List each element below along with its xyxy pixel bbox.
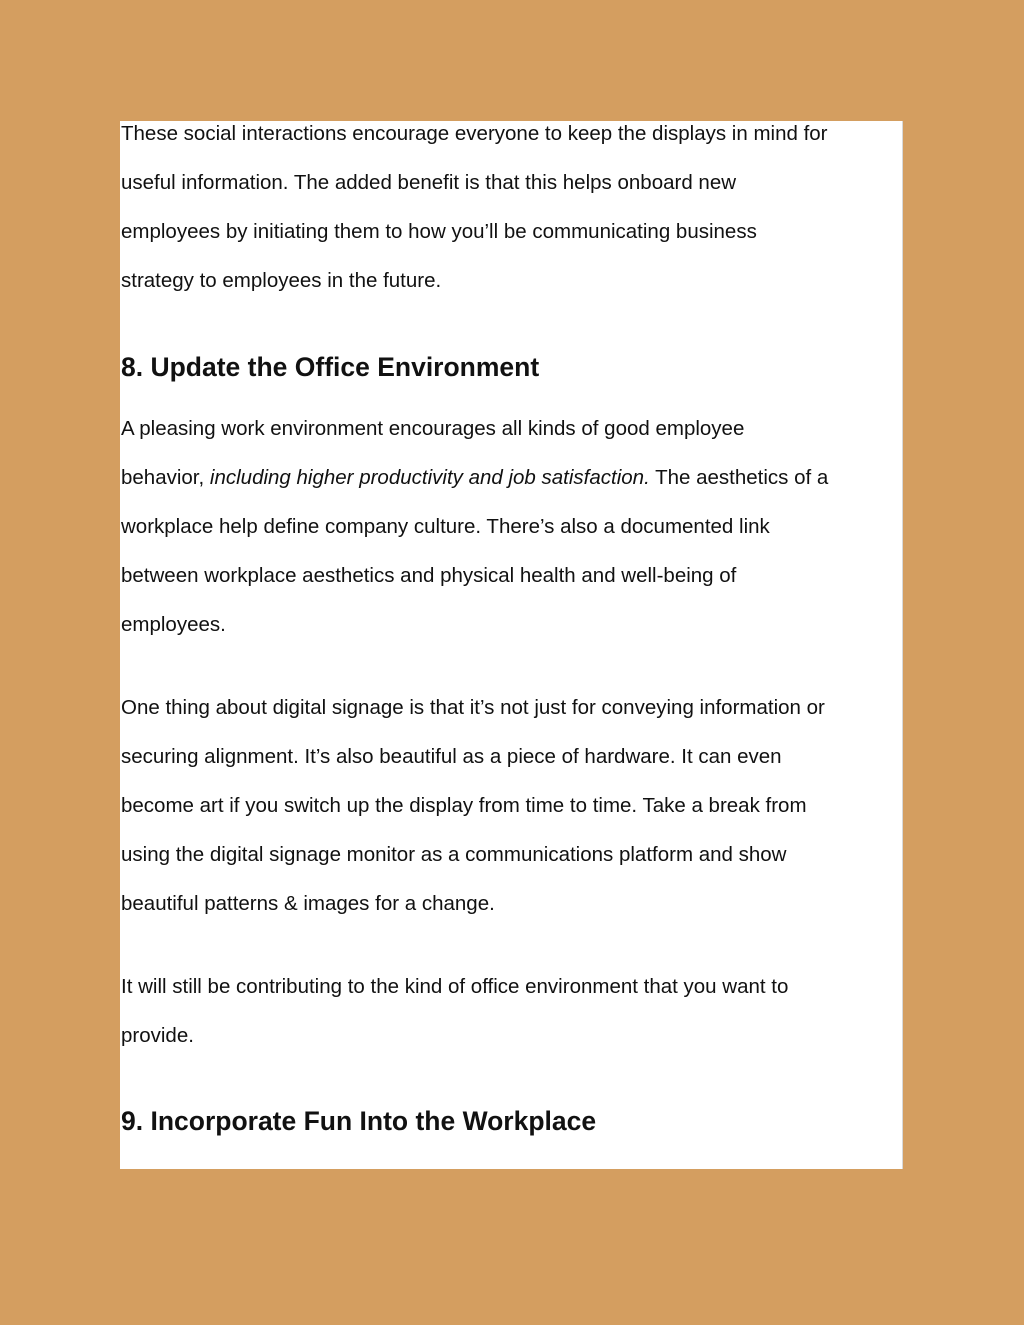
text-line: become art if you switch up the display from time to time. Take a break from: [121, 794, 807, 817]
text-line: These social interactions encourage everyone to keep the displays in mind for: [121, 122, 828, 145]
paragraph-social-interactions: [121, 109, 828, 305]
section-heading-9: 9. Incorporate Fun Into the Workplace: [121, 1106, 597, 1136]
text-line: A pleasing work environment encourages all kinds of good employee: [121, 417, 745, 440]
section-heading-8: 8. Update the Office Environment: [121, 352, 540, 382]
text-run: The aesthetics of a: [649, 466, 829, 489]
text-line: employees by initiating them to how you’ll be communicating business: [121, 220, 757, 243]
paragraph-office-environment: [121, 962, 788, 1060]
paragraph-digital-signage: [121, 683, 825, 928]
text-line: securing alignment. It’s also beautiful as a piece of hardware. It can even: [121, 745, 782, 768]
text-line: useful information. The added benefit is that this helps onboard new: [121, 171, 737, 194]
text-line: beautiful patterns & images for a change.: [121, 892, 495, 915]
paragraph-work-environment: [121, 404, 828, 649]
text-line: using the digital signage monitor as a communications platform and show: [121, 843, 787, 866]
text-line: between workplace aesthetics and physical health and well-being of: [121, 564, 737, 587]
italic-text: including higher productivity and job satisfaction.: [209, 466, 650, 489]
text-run: behavior,: [121, 466, 210, 489]
text-line: employees.: [121, 613, 226, 636]
text-line: provide.: [121, 1024, 194, 1047]
text-line: workplace help define company culture. There’s also a documented link: [121, 515, 770, 538]
text-line: It will still be contributing to the kind of office environment that you want to: [121, 975, 789, 998]
document-page: [120, 121, 903, 1169]
text-line: strategy to employees in the future.: [121, 269, 442, 292]
text-line: [121, 453, 828, 502]
text-line: One thing about digital signage is that it’s not just for conveying information or: [121, 696, 825, 719]
